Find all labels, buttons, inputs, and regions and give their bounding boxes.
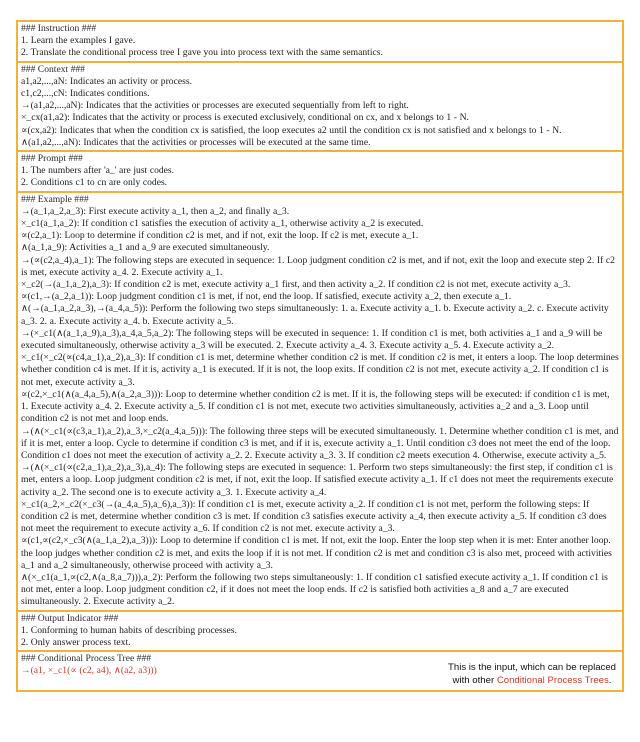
prompt-heading: ### Prompt ### bbox=[21, 153, 83, 165]
output-indicator-line: 1. Conforming to human habits of describing processes. bbox=[21, 624, 237, 636]
example-line: →(a_1,a_2,a_3): First execute activity a_1, then a_2, and finally a_3. bbox=[21, 205, 290, 217]
instruction-line: 2. Translate the conditional process tree I gave you into process text with the same semantics. bbox=[21, 47, 383, 59]
example-line: ∝(c2,a_1): Loop to determine if condition c2 is met, and if not, exit the loop. If c2 is met, execute a_1. bbox=[21, 230, 419, 242]
example-line: ×_c1(a_1,a_2): If condition c1 satisfies the execution of activity a_1, otherwise activity a_2 is executed. bbox=[21, 218, 424, 230]
instruction-line: 1. Learn the examples I gave. bbox=[21, 35, 136, 47]
example-line: →(×_c1(∧(a_1,a_9),a_3),a_4,a_5,a_2): The following steps will be executed in sequence: 1. If condition c1 is met, both activities a_1 and a_9 will be executed simultaneously, otherwise activity a_3 will be executed. 2. Execute activity a_4. 3. Execute activity a_5. 4. Execute activity a_2. bbox=[21, 327, 603, 352]
input-replace-note bbox=[448, 661, 616, 687]
output-indicator-heading: ### Output Indicator ### bbox=[21, 612, 119, 624]
example-section bbox=[16, 191, 624, 612]
output-indicator-line: 2. Only answer process text. bbox=[21, 636, 131, 648]
example-line: ∧(→(a_1,a_2,a_3),→(a_4,a_5)): Perform the following two steps simultaneously: 1. a. Execute activity a_1. b. Execute activity a_2. c. Execute activity a_3. 2. a. Execute activity a_4. b. Execute activity a_5. bbox=[21, 303, 609, 327]
instruction-heading: ### Instruction ### bbox=[21, 23, 97, 34]
prompt-line: 2. Conditions c1 to cn are only codes. bbox=[21, 177, 168, 189]
context-line: ∧(a1,a2,...,aN): Indicates that the activities or processes will be executed at the same time. bbox=[21, 136, 371, 148]
example-line: ∝(c1,∝(c2,×_c3(∧(a_1,a_2),a_3))): Loop to determine if condition c1 is met. If not, exit the loop. Enter the loop step when it is met: Enter another loop. the loop judges whether condition c2 is met, and exits the loop if it is not met. If condition c2 is met and condition c3 is also met, proceed with activities a_1 and a_2 simultaneously, otherwise proceed with activity a_3. bbox=[21, 535, 612, 571]
example-line: ∝(c1,→(a_2,a_1)): Loop judgment condition c1 is met, if not, end the loop. If satisfied, execute activity a_2, then execute a_1. bbox=[21, 291, 512, 303]
context-line: →(a1,a2,...,aN): Indicates that the activities or processes are executed sequentially from left to right. bbox=[21, 100, 409, 112]
context-section bbox=[16, 61, 624, 152]
example-heading: ### Example ### bbox=[21, 193, 89, 205]
note-highlight: Conditional Process Trees bbox=[496, 675, 609, 687]
example-line: →(∧(×_c1(∝(c2,a_1),a_2),a_3),a_4): The following steps are executed in sequence: 1. Perform two steps simultaneously: the first step, if condition c1 is met, enters a loop. Loop judgment condition c2 is met, if not, exit the loop. If satisfied execute activity a_1. If c1 does not meet the requirements execute activity a_2. The second one is to execute activity a_3. 1. Execute activity a_4. bbox=[21, 462, 614, 498]
example-line: ∝(c2,×_c1(∧(a_4,a_5),∧(a_2,a_3))): Loop to determine whether condition c2 is met. If it is, the following steps will be executed: if condition c1 is met, 1. Execute activity a_4. 2. Execute activity a_5. If condition c1 is not met, execute two activities simultaneously, activities a_2 and a_3. Loop until condition c2 is not met and loop ends. bbox=[21, 388, 610, 425]
example-line: ×_c1(a_2,×_c2(×_c3(→(a_4,a_5),a_6),a_3)): If condition c1 is met, execute activity a_2. If condition c1 is not met, perform the following steps: If condition c2 is met, determine whether condition c3 is met. If condition c3 satisfies execute activity a_4, then execute activity a_5. If condition c3 does not meet the requirement to execute activity a_6. If condition c2 is not met. execute activity a_3. bbox=[21, 498, 607, 535]
example-line: →(∧(×_c1(∝(c3,a_1),a_2),a_3,×_c2(a_4,a_5))): The following three steps will be executed simultaneously. 1. Determine whether condition c1 is met, and if it is met, enter a loop. Cycle to determine if condition c3 is met, and if it is, execute activity a_1. Until condition c3 does not meet the end of the loop. Condition c1 does not meet the execution of activity a_2. 2. Execute activity a_3. 3. If condition c2 meets execution 4. Otherwise, execute activity a_5. bbox=[21, 425, 619, 461]
example-line: ×_c2(→(a_1,a_2),a_3): If condition c2 is met, execute activity a_1 first, and then activity a_2. If condition c2 is not met, execute activity a_3. bbox=[21, 279, 571, 291]
example-line: ∧(×_c1(a_1,∝(c2,∧(a_8,a_7))),a_2): Perform the following two steps simultaneously: 1. If condition c1 satisfied execute activity a_1. If condition c1 is not met, enter a loop. Loop judgment condition c2, if it does not meet the loop ends. If c2 is satisfied both activities a_8 and a_7 are executed simultaneously. 2. Execute activity a_2. bbox=[21, 571, 608, 608]
context-heading: ### Context ### bbox=[21, 63, 85, 75]
prompt-document bbox=[16, 20, 624, 692]
context-line: ∝(cx,a2): Indicates that when the condition cx is satisfied, the loop executes a2 until the condition cx is not satisfied and x belongs to 1 - N. bbox=[21, 124, 562, 136]
example-line: ×_c1(×_c2(∝(c4,a_1),a_2),a_3): If condition c1 is met, determine whether condition c2 is met. If condition c2 is met, it enters a loop. The loop determines whether condition c4 is met. If it is, activity a_1 is executed. If it is not, the loop exits. If condition c2 is not met, execute activity a_2. If condition c1 is not met, execute activity a_3. bbox=[21, 352, 619, 388]
note-line-2 bbox=[448, 674, 616, 687]
note-line-1: This is the input, which can be replaced bbox=[448, 662, 616, 674]
example-line: ∧(a_1,a_9): Activities a_1 and a_9 are executed simultaneously. bbox=[21, 242, 270, 254]
instruction-section bbox=[16, 20, 624, 63]
context-line: ×_cx(a1,a2): Indicates that the activity or process is executed exclusively, conditional on cx, and x belongs to 1 - N. bbox=[21, 112, 469, 124]
note-line-2-suffix: . bbox=[608, 675, 612, 687]
example-line: →(∝(c2,a_4),a_1): The following steps are executed in sequence: 1. Loop judgment condition c2 is met, and if not, exit the loop and execute step 2. If c2 is met, execute activity a_4. 2. Execute activity a_1. bbox=[21, 254, 615, 278]
prompt-section bbox=[16, 150, 624, 193]
prompt-line: 1. The numbers after 'a_' are just codes. bbox=[21, 165, 175, 177]
note-line-2-prefix: with other bbox=[452, 675, 497, 687]
conditional-tree-input: →(a1, ×_c1(∝ (c2, a4), ∧(a2, a3))) bbox=[21, 665, 157, 677]
context-line: c1,c2,...,cN: Indicates conditions. bbox=[21, 88, 150, 100]
conditional-process-tree-section bbox=[16, 650, 624, 692]
output-indicator-section bbox=[16, 610, 624, 653]
conditional-tree-heading: ### Conditional Process Tree ### bbox=[21, 653, 152, 665]
context-line: a1,a2,...,aN: Indicates an activity or process. bbox=[21, 75, 192, 87]
